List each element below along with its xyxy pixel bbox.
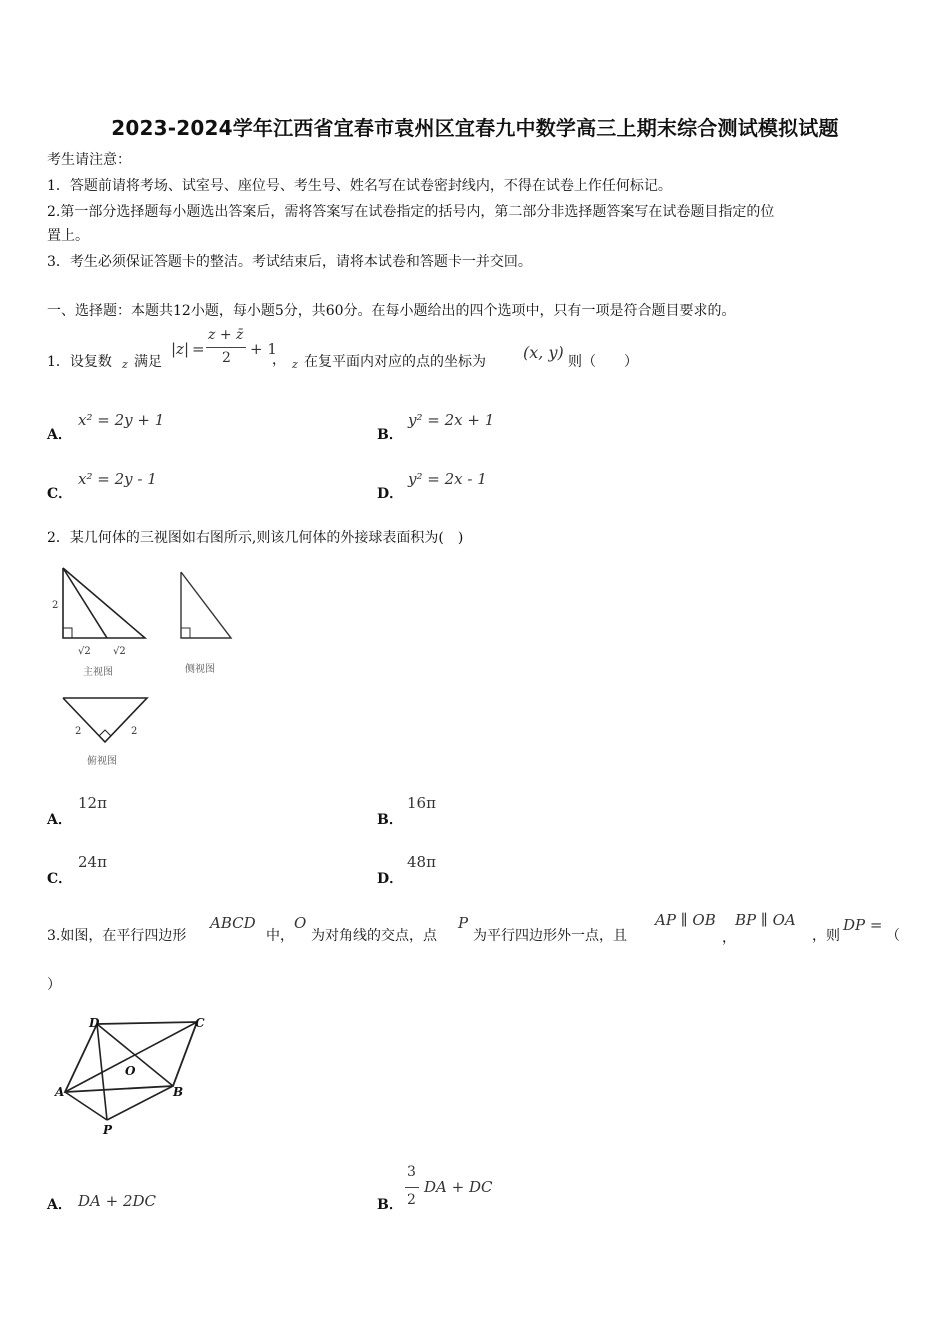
q2-option-b-label[interactable]: B．	[377, 812, 403, 828]
top-view-side-1: 2	[75, 726, 82, 737]
q3-text-2: 中，	[266, 928, 294, 944]
point-c-label: C	[195, 1016, 205, 1030]
point-p-label: P	[103, 1123, 113, 1137]
q3-text-4: 为平行四边形外一点，且	[473, 928, 627, 944]
q1-comma: ，	[272, 352, 286, 368]
front-view-label: 主视图	[83, 667, 113, 678]
q3-option-b-expr: DA + DC	[424, 1178, 493, 1196]
q3-option-a-label[interactable]: A．	[47, 1197, 72, 1213]
q1-z2: z	[292, 358, 298, 371]
q1-suffix: 则（ ）	[568, 354, 638, 370]
q1-fraction-bar	[206, 347, 246, 348]
q3-dp: DP =	[843, 916, 883, 934]
q1-prefix: 1．设复数	[47, 354, 112, 370]
q1-option-d-label[interactable]: D．	[377, 486, 404, 502]
section-heading: 一、选择题：本题共12小题，每小题5分，共60分。在每小题给出的四个选项中，只有一项是符合题目要求的。	[47, 303, 736, 319]
q1-option-c-label[interactable]: C．	[47, 486, 73, 502]
q1-option-a-label[interactable]: A．	[47, 427, 72, 443]
q1-option-c-expr: x² = 2y - 1	[78, 470, 157, 488]
q1-satisfy: 满足	[134, 354, 162, 370]
q2-option-d-expr: 48π	[407, 853, 436, 871]
q3-option-b-label[interactable]: B．	[377, 1197, 403, 1213]
q3-p: P	[458, 914, 469, 932]
q3-text-6: （	[886, 928, 900, 944]
notice-heading: 考生请注意：	[47, 152, 131, 168]
q3-comma: ，	[722, 930, 736, 946]
q1-option-a-expr: x² = 2y + 1	[78, 411, 165, 429]
notice-line-3: 3．考生必须保证答题卡的整洁。考试结束后，请将本试卷和答题卡一并交回。	[47, 254, 532, 270]
top-view-side-2: 2	[131, 726, 138, 737]
q1-option-b-expr: y² = 2x + 1	[408, 411, 495, 429]
side-view-label: 侧视图	[185, 664, 215, 675]
q3-ap-parallel: AP ∥ OB	[655, 911, 716, 929]
q3-text-1: 3.如图，在平行四边形	[47, 928, 187, 944]
top-view-label: 俯视图	[87, 756, 117, 767]
page-title: 2023-2024学年江西省宜春市袁州区宜春九中数学高三上期末综合测试模拟试题	[111, 116, 839, 140]
front-view-base-1: √2	[78, 646, 91, 657]
q2-option-a-expr: 12π	[78, 794, 107, 812]
q3-close-paren: ）	[47, 977, 61, 993]
point-o-label: O	[125, 1064, 136, 1078]
q2-option-d-label[interactable]: D．	[377, 871, 404, 887]
q1-z: z	[122, 358, 128, 371]
q2-stem: 2．某几何体的三视图如右图所示,则该几何体的外接球表面积为( )	[47, 530, 464, 546]
q1-option-b-label[interactable]: B．	[377, 427, 403, 443]
q3-option-a-expr: DA + 2DC	[78, 1192, 157, 1210]
q1-coord: (x, y)	[523, 343, 564, 362]
q3-option-b-frac-den: 2	[407, 1192, 416, 1208]
q2-option-a-label[interactable]: A．	[47, 812, 72, 828]
q3-option-b-frac-num: 3	[407, 1164, 416, 1180]
q3-parallelogram-figure	[45, 1010, 220, 1145]
notice-line-2b: 置上。	[47, 228, 89, 244]
q3-o: O	[294, 914, 307, 932]
q2-option-c-expr: 24π	[78, 853, 107, 871]
side-view	[181, 572, 231, 675]
q1-plus-one: + 1	[250, 340, 277, 358]
q1-fraction-den: 2	[222, 350, 231, 366]
top-view	[63, 698, 147, 767]
q3-bp-parallel: BP ∥ OA	[735, 911, 796, 929]
q1-eq: =	[192, 340, 205, 358]
notice-line-2a: 2.第一部分选择题每小题选出答案后，需将答案写在试卷指定的括号内，第二部分非选择题答案写在试卷题目指定的位	[47, 204, 775, 220]
q1-abs-z: |z|	[171, 340, 190, 358]
front-view-base-2: √2	[113, 646, 126, 657]
q2-option-c-label[interactable]: C．	[47, 871, 73, 887]
q2-three-view-figure	[45, 560, 255, 775]
notice-line-1: 1．答题前请将考场、试室号、座位号、考生号、姓名写在试卷密封线内，不得在试卷上作任何标记。	[47, 178, 672, 194]
q2-option-b-expr: 16π	[407, 794, 436, 812]
front-view	[52, 568, 145, 678]
q3-text-5: ，则	[812, 928, 840, 944]
q1-fraction-num: z + z̄	[208, 327, 244, 343]
q3-abcd: ABCD	[210, 914, 256, 932]
q1-mid-text: 在复平面内对应的点的坐标为	[304, 354, 486, 370]
point-d-label: D	[89, 1016, 100, 1030]
front-view-height: 2	[52, 600, 59, 611]
q1-option-d-expr: y² = 2x - 1	[408, 470, 487, 488]
q3-text-3: 为对角线的交点，点	[311, 928, 437, 944]
point-a-label: A	[55, 1085, 65, 1099]
point-b-label: B	[173, 1085, 184, 1099]
q3-option-b-frac-bar	[405, 1187, 419, 1188]
